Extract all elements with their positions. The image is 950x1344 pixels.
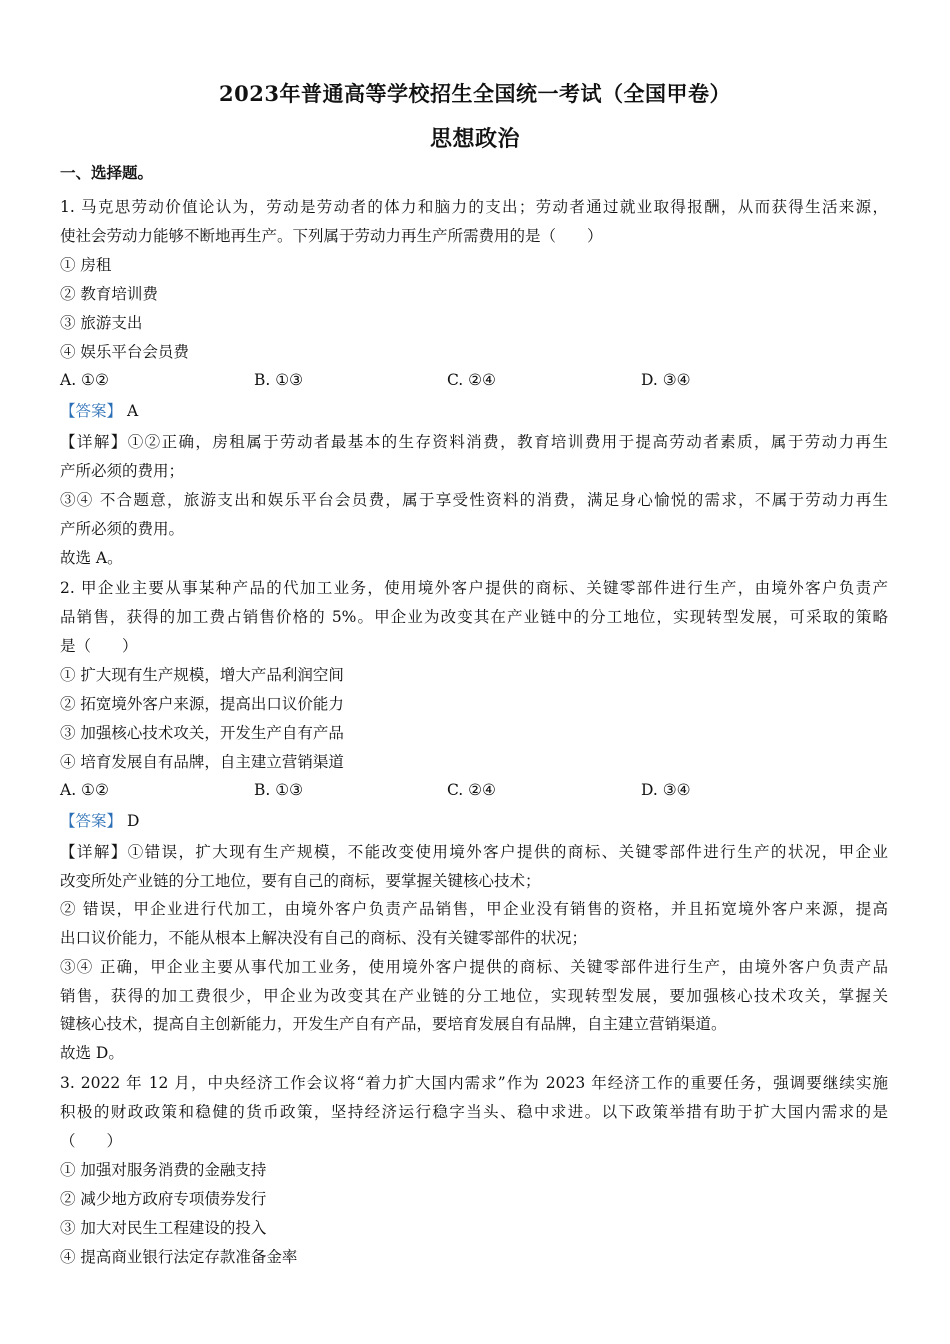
q1-answer (60, 400, 888, 422)
q1-item: ① 房租 (60, 256, 112, 274)
q1-stem-line: 使社会劳动力能够不断地再生产。下列属于劳动力再生产所需费用的是（ ） (60, 227, 603, 245)
q3-item: ② 减少地方政府专项债券发行 (60, 1190, 267, 1208)
q1-option-c: C. ②④ (447, 371, 496, 389)
subject-title: 思想政治 (429, 126, 520, 152)
q1-detail-line: 【详解】①②正确，房租属于劳动者最基本的生存资料消费，教育培训费用于提高劳动者素质，属于劳动力再生 (60, 433, 888, 451)
answer-label: 【答案】 (60, 812, 123, 830)
q2-item: ③ 加强核心技术攻关，开发生产自有产品 (60, 724, 344, 742)
q3-item: ③ 加大对民生工程建设的投入 (60, 1219, 267, 1237)
exam-title: 2023年普通高等学校招生全国统一考试（全国甲卷） (219, 81, 731, 106)
q2-answer (60, 810, 888, 832)
detail-label: 【详解】 (60, 433, 128, 451)
q2-conclusion: 故选 D。 (60, 1044, 124, 1062)
q2-stem-line: 是（ ） (60, 637, 138, 655)
q2-item: ② 拓宽境外客户来源，提高出口议价能力 (60, 695, 344, 713)
q1-item: ③ 旅游支出 (60, 314, 143, 332)
detail-label: 【详解】 (60, 843, 128, 861)
q2-option-c: C. ②④ (447, 781, 496, 799)
q3-stem-line: （ ） (60, 1132, 123, 1150)
q3-stem-line: 3. 2022 年 12 月，中央经济工作会议将“着力扩大国内需求”作为 2023 年经济工作的重要任务，强调要继续实施 (60, 1074, 888, 1092)
q1-detail-line: 产所必须的费用； (60, 462, 185, 480)
q2-detail-line: 销售，获得的加工费很少，甲企业为改变其在产业链的分工地位，实现转型发展，要加强核心技术攻关，掌握关 (60, 987, 888, 1005)
q1-option-d: D. ③④ (641, 371, 691, 389)
q1-item: ② 教育培训费 (60, 285, 158, 303)
q1-stem-line: 1. 马克思劳动价值论认为，劳动是劳动者的体力和脑力的支出；劳动者通过就业取得报酬，从而获得生活来源， (60, 198, 888, 216)
q2-option-d: D. ③④ (641, 781, 691, 799)
q2-item: ① 扩大现有生产规模，增大产品利润空间 (60, 666, 344, 684)
section-heading: 一、选择题。 (60, 163, 154, 182)
q1-conclusion: 故选 A。 (60, 549, 123, 567)
q2-detail-line: 【详解】①错误，扩大现有生产规模，不能改变使用境外客户提供的商标、关键零部件进行生产的状况，甲企业 (60, 843, 888, 861)
q2-detail-line: 出口议价能力，不能从根本上解决没有自己的商标、没有关键零部件的状况； (60, 929, 588, 947)
q2-stem-line: 2. 甲企业主要从事某种产品的代加工业务，使用境外客户提供的商标、关键零部件进行生产，由境外客户负责产 (60, 579, 888, 597)
q1-option-a: A. ①② (60, 371, 109, 389)
q3-stem-line: 积极的财政政策和稳健的货币政策，坚持经济运行稳字当头、稳中求进。以下政策举措有助于扩大国内需求的是 (60, 1103, 888, 1121)
q2-stem-line: 品销售，获得的加工费占销售价格的 5%。甲企业为改变其在产业链中的分工地位，实现转型发展，可采取的策略 (60, 608, 888, 626)
answer-value: A (126, 402, 139, 420)
q1-option-b: B. ①③ (254, 371, 304, 389)
q1-detail-line: ③④ 不合题意，旅游支出和娱乐平台会员费，属于享受性资料的消费，满足身心愉悦的需求，不属于劳动力再生 (60, 491, 888, 509)
q3-item: ① 加强对服务消费的金融支持 (60, 1161, 267, 1179)
q2-option-a: A. ①② (60, 781, 109, 799)
q2-detail-line: 键核心技术，提高自主创新能力，开发生产自有产品，要培育发展自有品牌，自主建立营销渠道。 (60, 1015, 727, 1033)
q1-item: ④ 娱乐平台会员费 (60, 343, 189, 361)
q3-item: ④ 提高商业银行法定存款准备金率 (60, 1248, 298, 1266)
q1-detail-line: 产所必须的费用。 (60, 520, 185, 538)
answer-value: D (126, 812, 140, 830)
q2-item: ④ 培育发展自有品牌，自主建立营销渠道 (60, 753, 344, 771)
answer-label: 【答案】 (60, 402, 123, 420)
q2-detail-line: ③④ 正确，甲企业主要从事代加工业务，使用境外客户提供的商标、关键零部件进行生产，由境外客户负责产品 (60, 958, 888, 976)
q2-detail-line: 改变所处产业链的分工地位，要有自己的商标，要掌握关键核心技术； (60, 872, 541, 890)
q2-detail-line: ② 错误，甲企业进行代加工，由境外客户负责产品销售，甲企业没有销售的资格，并且拓宽境外客户来源，提高 (60, 900, 888, 918)
q2-option-b: B. ①③ (254, 781, 304, 799)
